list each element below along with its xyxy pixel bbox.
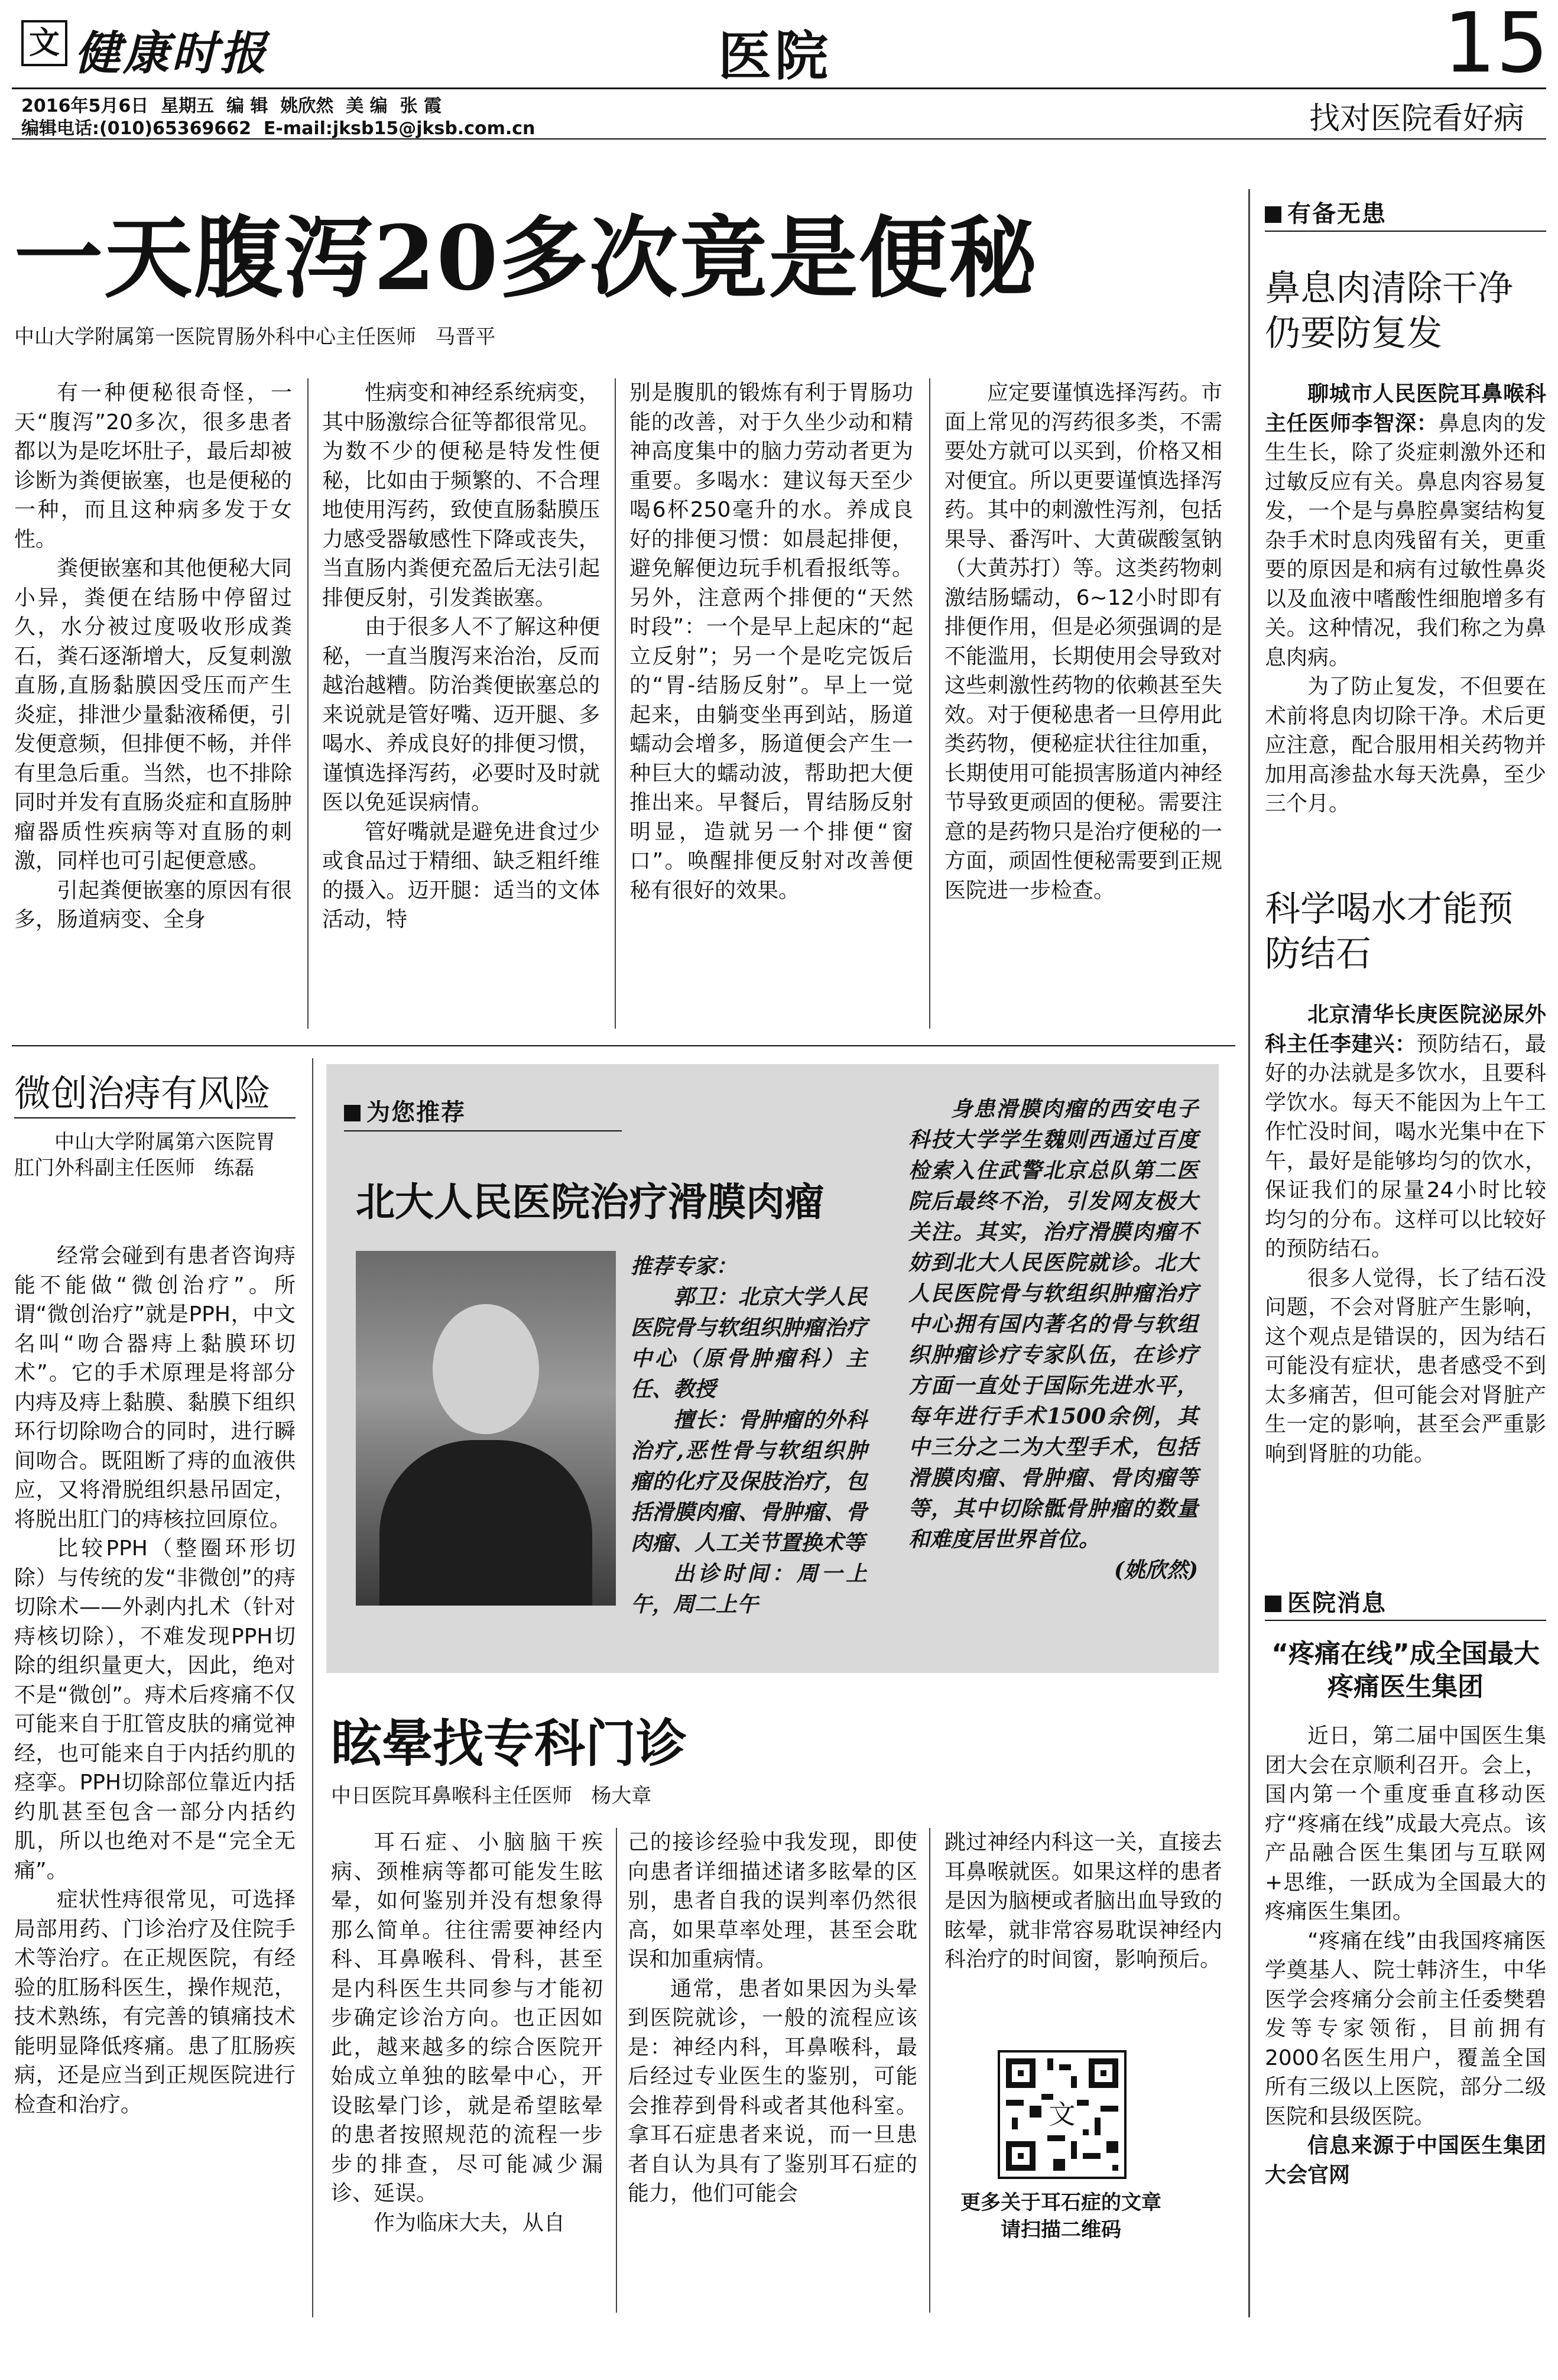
article-title: 科学喝水才能预防结石 [1265, 889, 1513, 975]
paragraph: 症状性痔很常见，可选择局部用药、门诊治疗及住院手术等治疗。在正规医院，有经验的肛肠科医生，操作规范，技术熟练，有完善的镇痛技术能明显降低疼痛。患了肛肠疾病，还是应当到正规医院进行检查和治疗。 [14, 1888, 296, 2117]
author-lead: 北京清华长庚医院泌尿外科主任李建兴： [1265, 1003, 1546, 1056]
vertigo-col-1 [331, 1828, 603, 2238]
portrait-figure-icon [433, 1304, 539, 1434]
vertigo-author: 中日医院耳鼻喉科主任医师 杨大章 [331, 1784, 652, 1808]
article-body [1265, 1000, 1546, 1468]
promo-expert-block [631, 1251, 867, 1620]
paragraph: 有一种便秘很奇怪，一天“腹泻”20多次，很多患者都以为是吃坏肚子，最后却被诊断为粪便嵌塞，也是便秘的一种，而且这种病多发于女性。 [14, 381, 292, 552]
lead-col-3 [629, 378, 913, 905]
news-section-header: 医院消息 [1265, 1584, 1387, 1618]
vertigo-title: 眩晕找专科门诊 [331, 1714, 687, 1773]
promo-title: 北大人民医院治疗滑膜肉瘤 [356, 1179, 824, 1225]
qr-code-icon [1000, 2052, 1124, 2177]
paragraph-text: 鼻息肉的发生生长，除了炎症刺激外还和过敏反应有关。鼻息肉容易复发，一个是与鼻腔鼻窦结构复杂手术时息肉残留有关，更重要的原因是和病有过敏性鼻炎以及血液中嗜酸性细胞增多有关。这种情况，我们称之为鼻息肉病。 [1265, 411, 1546, 670]
svg-text:文: 文 [1049, 2099, 1076, 2130]
paragraph: 近日，第二届中国医生集团大会在京顺利召开。会上，国内第一个重度垂直移动医疗“疼痛在线”成最大亮点。该产品融合医生集团与互联网+思维，一跃成为全国最大的疼痛医生集团。 [1265, 1724, 1546, 1924]
sidebar-header-rule [1265, 231, 1546, 232]
lead-headline: 一天腹泻20多次竟是便秘 [14, 206, 1038, 310]
article-nasal-polyp [1265, 266, 1546, 816]
column-divider [615, 378, 616, 1029]
masthead [0, 0, 1558, 142]
clinic-hours: 出诊时间：周一上午，周二上午 [631, 1561, 867, 1617]
promo-signoff: (姚欣然) [1114, 1558, 1198, 1583]
news-header-rule [1265, 1620, 1546, 1621]
paragraph: 经常会碰到有患者咨询痔能不能做“微创治疗”。所谓“微创治疗”就是PPH，中文名叫“吻合器痔上黏膜环切术”。它的手术原理是将部分内痔及痔上黏膜、黏膜下组织环行切除吻合的同时，进行瞬间吻合。既阻断了痔的血液供应，又将滑脱组织悬吊固定，将脱出肛门的痔核拉回原位。 [14, 1244, 296, 1532]
sidebar-divider [1248, 189, 1250, 2317]
paragraph: 性病变和神经系统病变，其中肠激综合征等都很常见。为数不少的便秘是特发性便秘，比如由于频繁的、不合理地使用泻药，致使直肠黏膜压力感受器敏感性下降或丧失，当直肠内粪便充盈后无法引起排便反射，引发粪嵌塞。 [322, 381, 600, 610]
expert-photo [356, 1251, 616, 1606]
paragraph-text: 预防结石，最好的办法就是多饮水，且要科学饮水。每天不能因为上午工作忙没时间，喝水光集中在下午，最好是能够均匀的饮水，保证我们的尿量24小时比较均匀的分布。这样可以比较好的预防结石。 [1265, 1032, 1546, 1261]
paragraph: 作为临床大夫，从自 [374, 2210, 566, 2235]
paragraph: 管好嘴就是避免进食过少或食品过于精细、缺乏粗纤维的摄入。迈开腿：适当的文体活动，特 [322, 819, 600, 932]
expert-label: 推荐专家： [631, 1254, 738, 1279]
promo-header-rule [344, 1130, 622, 1131]
column-divider [307, 378, 309, 1029]
lead-col-1 [14, 378, 292, 935]
paragraph [1265, 380, 1546, 672]
masthead-rule [12, 87, 1546, 89]
qr-caption-2: 请扫描二维码 [1001, 2218, 1121, 2242]
paragraph: 跳过神经内科这一关，直接去耳鼻喉就医。如果这样的患者是因为脑梗或者脑出血导致的眩晕，就非常容易耽误神经内科治疗的时间窗，影响预后。 [944, 1830, 1222, 1972]
paragraph: 应定要谨慎选择泻药。市面上常见的泻药很多类，不需要处方就可以买到，价格又相对便宜。所以更要谨慎选择泻药。其中的刺激性泻剂，包括果导、番泻叶、大黄碳酸氢钠（大黄苏打）等。这类药物刺激结肠蠕动，6~12小时即有排便作用，但是必须强调的是不能滥用，长期使用会导致对这些刺激性药物的依赖甚至失效。对于便秘患者一旦停用此类药物，便秘症状往往加重，长期使用可能损害肠道内神经节导致更顽固的便秘。需要注意的是药物只是治疗便秘的一方面，顽固性便秘需要到正规医院进一步检查。 [944, 381, 1222, 903]
paragraph: 由于很多人不了解这种便秘，一直当腹泻来治治，反而越治越糟。防治粪便嵌塞总的来说就是管好嘴、迈开腿、多喝水、养成良好的排便习惯，谨慎选择泻药，必要时及时就医以免延误病情。 [322, 615, 600, 815]
news-body [1265, 1721, 1546, 2190]
paragraph: “疼痛在线”由我国疼痛医学奠基人、院士韩济生，中华医学会疼痛分会前主任委樊碧发等专家领衔，目前拥有2000名医生用户，覆盖全国所有三级以上医院，部分二级医院和县级医院。 [1265, 1928, 1546, 2129]
expert-specialty: 擅长：骨肿瘤的外科治疗,恶性骨与软组织肿瘤的化疗及保肢治疗，包括滑膜肉瘤、骨肿瘤、骨肉瘤、人工关节置换术等 [631, 1408, 867, 1555]
promo-story [908, 1094, 1198, 1585]
paragraph: 比较PPH（整圈环形切除）与传统的发“非微创”的痔切除术——外剥内扎术（针对痔核切除），不难发现PPH切除的组织量更大，因此，绝对不是“微创”。痔术后疼痛不仅可能来自于肛管皮肤的痛觉神经，也可能来自于内括约肌的痉挛。PPH切除部位靠近内括约肌甚至包含一部分内括约肌，所以也绝对不是“完全无痛”。 [14, 1536, 296, 1883]
paragraph: 身患滑膜肉瘤的西安电子科技大学学生魏则西通过百度检索入住武警北京总队第二医院后最终不治，引发网友极大关注。其实，治疗滑膜肉瘤不妨到北大人民医院就诊。北大人民医院骨与软组织肿瘤治疗中心拥有国内著名的骨与软组织肿瘤诊疗专家队伍，在诊疗方面一直处于国际先进水平，每年进行手术1500余例，其中三分之二为大型手术，包括滑膜肉瘤、骨肿瘤、骨肉瘤等等，其中切除骶骨肿瘤的数量和难度居世界首位。 [908, 1097, 1198, 1552]
hemorrhoid-title: 微创治痔有风险 [14, 1072, 271, 1115]
hemorrhoid-author: 中山大学附属第六医院胃肛门外科副主任医师 练磊 [14, 1130, 275, 1180]
paragraph [1265, 1000, 1546, 1264]
news-article [1265, 1638, 1546, 2187]
vertigo-col-3 [944, 1828, 1222, 1974]
masthead-bottom-rule [12, 138, 1546, 140]
article-title: 鼻息肉清除干净仍要防复发 [1265, 268, 1513, 354]
lead-col-2 [322, 378, 600, 935]
section-title: 医院 [718, 25, 832, 87]
paragraph: 耳石症、小脑脑干疾病、颈椎病等都可能发生眩晕，如何鉴别并没有想象得那么简单。往往需要神经内科、耳鼻喉科、骨科，甚至是内科医生共同参与才能初步确定诊治方向。也正因如此，越来越多的综合医院开始成立单独的眩晕中心，开设眩晕门诊，就是希望眩晕的患者按照规范的流程一步步的排查，尽可能减少漏诊、延误。 [331, 1830, 603, 2206]
article-body [1265, 380, 1546, 819]
paragraph: 别是腹肌的锻炼有利于胃肠功能的改善，对于久坐少动和精神高度集中的脑力劳动者更为重要。多喝水：建议每天至少喝6杯250毫升的水。养成良好的排便习惯：如晨起排便，避免解便边玩手机看报纸等。另外，注意两个排便的“天然时段”：一个是早上起床的“起立反射”；另一个是吃完饭后的“胃-结肠反射”。早上一觉起来，由躺变坐再到站，肠道蠕动会增多，肠道便会产生一种巨大的蠕动波，帮助把大便推出来。早餐后，胃结肠反射明显，造就另一个排便“窗口”。唤醒排便反射对改善便秘有很好的效果。 [629, 381, 913, 903]
page-number: 15 [1443, 0, 1549, 92]
newspaper-logo-icon: 文 [21, 20, 67, 66]
article-kidney-stone [1265, 887, 1546, 1466]
promo-header: 为您推荐 [344, 1094, 466, 1127]
paragraph: 粪便嵌塞和其他便秘大同小异，粪便在结肠中停留过久，水分被过度吸收形成粪石，粪石逐渐增大，反复刺激直肠,直肠黏膜因受压而产生炎症，排泄少量黏液稀便，引发便意频，但排便不畅，并伴有里急后重。当然，也不排除同时并发有直肠炎症和直肠肿瘤器质性疾病等对直肠的刺激，同样也可引起便意感。 [14, 556, 292, 873]
expert-intro: 郭卫：北京大学人民医院骨与软组织肿瘤治疗中心（原骨肿瘤科）主任、教授 [631, 1285, 867, 1402]
contact-line: 编辑电话:(010)65369662 E-mail:jksb15@jksb.com.cn [21, 118, 535, 139]
qr-caption-1: 更多关于耳石症的文章 [960, 2191, 1161, 2214]
sidebar-section-header: 有备无患 [1265, 195, 1546, 229]
paragraph: 通常，患者如果因为头晕到医院就诊，一般的流程应该是：神经内科，耳鼻喉科，最后经过专业医生的鉴别，可能会推荐到骨科或者其他科室。拿耳石症患者来说，而一旦患者自认为具有了鉴别耳石症的能力，他们可能会 [628, 1976, 917, 2206]
slogan: 找对医院看好病 [1309, 101, 1525, 137]
column-divider [929, 1828, 930, 2313]
lead-col-4 [944, 378, 1222, 905]
lead-author: 中山大学附属第一医院胃肠外科中心主任医师 马晋平 [14, 325, 496, 349]
paragraph: 己的接诊经验中我发现，即使向患者详细描述诸多眩晕的区别，患者自我的误判率仍然很高，如果草率处理，甚至会耽误和加重病情。 [628, 1830, 917, 1972]
column-divider [929, 378, 930, 1029]
paragraph: 引起粪便嵌塞的原因有很多，肠道病变、全身 [14, 878, 292, 932]
issue-line: 2016年5月6日 星期五 编 辑 姚欣然 美 编 张 霞 [21, 96, 442, 116]
news-title: “疼痛在线”成全国最大疼痛医生集团 [1271, 1639, 1540, 1702]
sidebar [1265, 195, 1546, 2187]
column-divider [312, 1058, 313, 2317]
paragraph: 为了防止复发，不但要在术前将息肉切除干净。术后更应注意，配合服用相关药物并加用高渗盐水每天洗鼻，至少三个月。 [1265, 675, 1546, 816]
column-divider [616, 1828, 617, 2313]
promo-box [326, 1064, 1219, 1673]
news-source: 信息来源于中国医生集团大会官网 [1265, 2133, 1546, 2187]
portrait-suit-icon [379, 1440, 592, 1606]
paragraph: 很多人觉得，长了结石没问题，不会对肾脏产生影响，这个观点是错误的，因为结石可能没有症状，患者感受不到太多痛苦，但可能会对肾脏产生一定的影响，甚至会严重影响到肾脏的功能。 [1265, 1266, 1546, 1466]
vertigo-col-2 [628, 1828, 917, 2209]
lead-bottom-rule [12, 1045, 1235, 1046]
author-lead: 聊城市人民医院耳鼻喉科主任医师李智深： [1265, 382, 1546, 436]
hemorrhoid-body [14, 1241, 296, 2119]
hemorrhoid-title-rule [14, 1117, 296, 1118]
qr-code[interactable] [998, 2050, 1127, 2179]
newspaper-logo-text: 健康时报 [74, 27, 269, 80]
